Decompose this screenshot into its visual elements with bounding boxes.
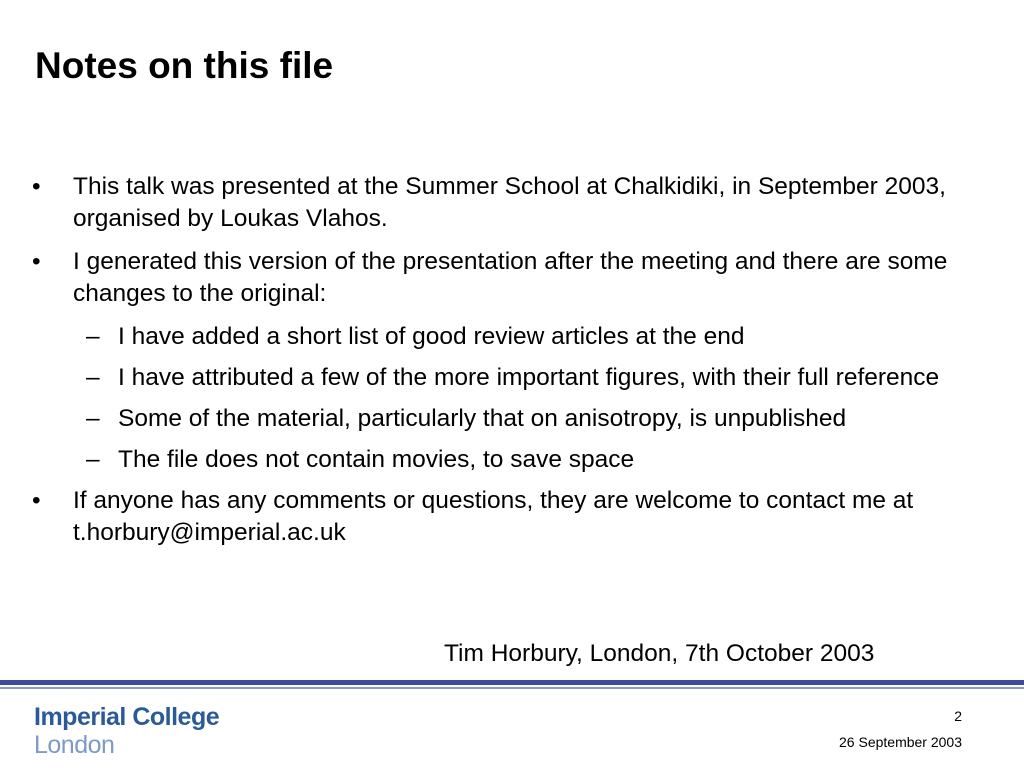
footer-divider	[0, 680, 1024, 690]
dash-marker: –	[86, 323, 100, 350]
bullet-marker: •	[32, 248, 41, 275]
sub-bullet-text: The file does not contain movies, to save space	[118, 446, 635, 473]
sub-bullet-text: Some of the material, particularly that on anisotropy, is unpublished	[118, 405, 847, 432]
page-number: 2	[954, 708, 962, 724]
bullet-item	[0, 246, 973, 310]
signature: Tim Horbury, London, 7th October 2003	[444, 640, 875, 667]
bullet-text: I generated this version of the presentation after the meeting and there are some changes to the original:	[73, 248, 948, 307]
sub-bullet-text: I have attributed a few of the more important figures, with their full reference	[118, 364, 940, 391]
sub-bullet-text: I have added a short list of good review articles at the end	[118, 323, 745, 350]
dash-marker: –	[86, 446, 100, 473]
bullet-marker: •	[32, 173, 41, 200]
slide-content	[0, 171, 1024, 560]
sub-bullet-item	[0, 444, 968, 476]
footer-date: 26 September 2003	[839, 734, 962, 750]
sub-bullet-item	[0, 362, 968, 394]
sub-bullet-item	[0, 403, 968, 435]
bullet-item	[0, 485, 973, 549]
slide-title: Notes on this file	[35, 45, 334, 86]
sub-bullet-item	[0, 321, 968, 353]
bullet-marker: •	[32, 487, 41, 514]
bullet-text: This talk was presented at the Summer School at Chalkidiki, in September 2003, organised by Loukas Vlahos.	[73, 173, 946, 232]
bullet-text: If anyone has any comments or questions, they are welcome to contact me at t.horbury@imperial.ac.uk	[73, 487, 914, 546]
imperial-college-logo	[34, 703, 219, 759]
logo-line-2: London	[34, 731, 115, 759]
footer-rule-thick	[0, 680, 1024, 685]
logo-line-1: Imperial College	[34, 703, 220, 731]
dash-marker: –	[86, 364, 100, 391]
footer-rule-thin	[0, 687, 1024, 689]
bullet-item	[0, 171, 973, 235]
dash-marker: –	[86, 405, 100, 432]
